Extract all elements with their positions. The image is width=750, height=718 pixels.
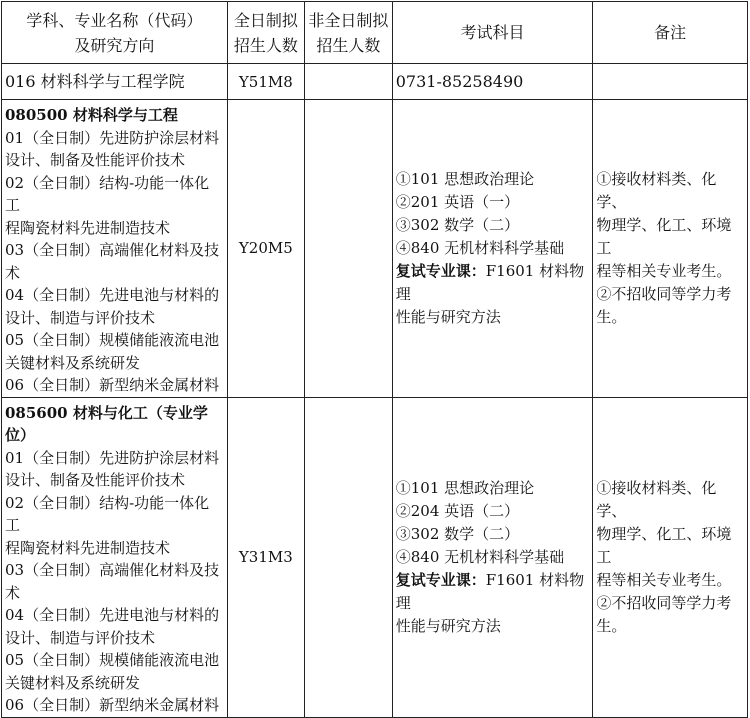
direction-line: 关键材料及系统研发: [5, 673, 141, 692]
exam-subjects: [392, 100, 593, 398]
college-phone: 0731-85258490: [392, 64, 593, 100]
direction-line: 03（全日制）高端催化材料及技: [5, 241, 220, 259]
subject-line: ②204 英语（二）: [395, 501, 520, 520]
header-parttime-quota: [304, 2, 392, 64]
direction-line: 程陶瓷材料先进制造技术: [5, 218, 171, 237]
subject-line: ③302 数学（二）: [395, 524, 520, 543]
major-fulltime-quota: Y31M3: [227, 397, 304, 717]
table-header-row: [2, 2, 748, 64]
college-quota: Y51M8: [227, 64, 304, 100]
retest-line: [396, 260, 590, 306]
major-row-080500: [2, 100, 748, 398]
note-line: ①接收材料类、化学、: [596, 478, 717, 520]
direction-line: 01（全日制）先进防护涂层材料: [5, 448, 220, 467]
college-name: 016 材料科学与工程学院: [2, 64, 228, 100]
retest-line-2: 性能与研究方法: [395, 616, 501, 635]
header-fulltime-quota: [227, 2, 304, 64]
direction-line: 设计、制备及性能评价技术: [5, 471, 186, 489]
subject-line: ①101 思想政治理论: [395, 478, 535, 497]
major-directions: [2, 100, 228, 398]
header-major-line2: 及研究方向: [74, 35, 155, 55]
note-line: 物理学、化工、环境工: [596, 215, 732, 257]
retest-label: 复试专业课：: [395, 570, 486, 589]
direction-line: 术: [5, 263, 21, 282]
major-parttime-empty: [304, 397, 392, 717]
retest-subject: F1601 材料物理: [395, 570, 585, 612]
major-parttime-empty: [304, 100, 392, 398]
major-directions: [2, 397, 228, 717]
direction-line: 03（全日制）高端催化材料及技: [5, 561, 220, 579]
major-notes: [593, 100, 748, 398]
header-parttime-line2: 招生人数: [316, 35, 381, 55]
direction-line: 04（全日制）先进电池与材料的: [5, 606, 220, 624]
direction-line: 设计、制造与评价技术: [5, 308, 156, 327]
direction-line: 06（全日制）新型纳米金属材料: [5, 696, 220, 714]
header-parttime-line1: 非全日制拟: [308, 10, 389, 30]
note-line: 程等相关专业考生。: [596, 261, 732, 280]
subject-line: ③302 数学（二）: [395, 215, 520, 234]
direction-line: 术: [5, 583, 21, 602]
direction-line: 关键材料及系统研发: [5, 353, 141, 372]
direction-line: 05（全日制）规模储能液流电池: [5, 331, 220, 349]
note-line: ②不招收同等学力考: [596, 284, 732, 303]
admissions-table: [1, 1, 748, 718]
header-major-line1: 学科、专业名称（代码）: [26, 10, 203, 30]
major-fulltime-quota: Y20M5: [227, 100, 304, 398]
note-line: 生。: [596, 307, 627, 326]
major-title: 085600 材料与化工（专业学位）: [5, 403, 208, 444]
header-fulltime-line2: 招生人数: [233, 35, 298, 55]
subject-line: ④840 无机材料科学基础: [395, 547, 565, 566]
direction-line: 06（全日制）新型纳米金属材料: [5, 376, 220, 394]
retest-line: [396, 569, 590, 615]
direction-line: 04（全日制）先进电池与材料的: [5, 286, 220, 304]
note-line: 程等相关专业考生。: [596, 570, 732, 589]
subject-line: ②201 英语（一）: [395, 192, 520, 211]
header-notes: 备注: [593, 2, 748, 64]
note-line: 生。: [596, 616, 627, 635]
direction-line: 设计、制备及性能评价技术: [5, 151, 186, 169]
direction-line: 设计、制造与评价技术: [5, 628, 156, 647]
retest-line-2: 性能与研究方法: [395, 307, 501, 326]
major-title: 080500 材料科学与工程: [5, 106, 178, 124]
note-line: ①接收材料类、化学、: [596, 169, 717, 211]
subject-line: ④840 无机材料科学基础: [395, 238, 565, 257]
direction-line: 02（全日制）结构-功能一体化工: [5, 173, 210, 214]
retest-subject: F1601 材料物理: [395, 261, 585, 303]
header-major-direction: [2, 2, 228, 64]
subject-line: ①101 思想政治理论: [395, 169, 535, 188]
retest-label: 复试专业课：: [395, 261, 486, 280]
direction-line: 05（全日制）规模储能液流电池: [5, 651, 220, 669]
note-line: ②不招收同等学力考: [596, 593, 732, 612]
header-fulltime-line1: 全日制拟: [233, 10, 298, 30]
direction-line: 程陶瓷材料先进制造技术: [5, 538, 171, 557]
header-exam-subjects: 考试科目: [392, 2, 593, 64]
college-row: [2, 64, 748, 100]
exam-subjects: [392, 397, 593, 717]
major-row-085600: [2, 397, 748, 717]
major-notes: [593, 397, 748, 717]
direction-line: 01（全日制）先进防护涂层材料: [5, 128, 220, 147]
college-parttime-empty: [304, 64, 392, 100]
college-notes-empty: [593, 64, 748, 100]
note-line: 物理学、化工、环境工: [596, 524, 732, 566]
direction-line: 02（全日制）结构-功能一体化工: [5, 493, 210, 534]
